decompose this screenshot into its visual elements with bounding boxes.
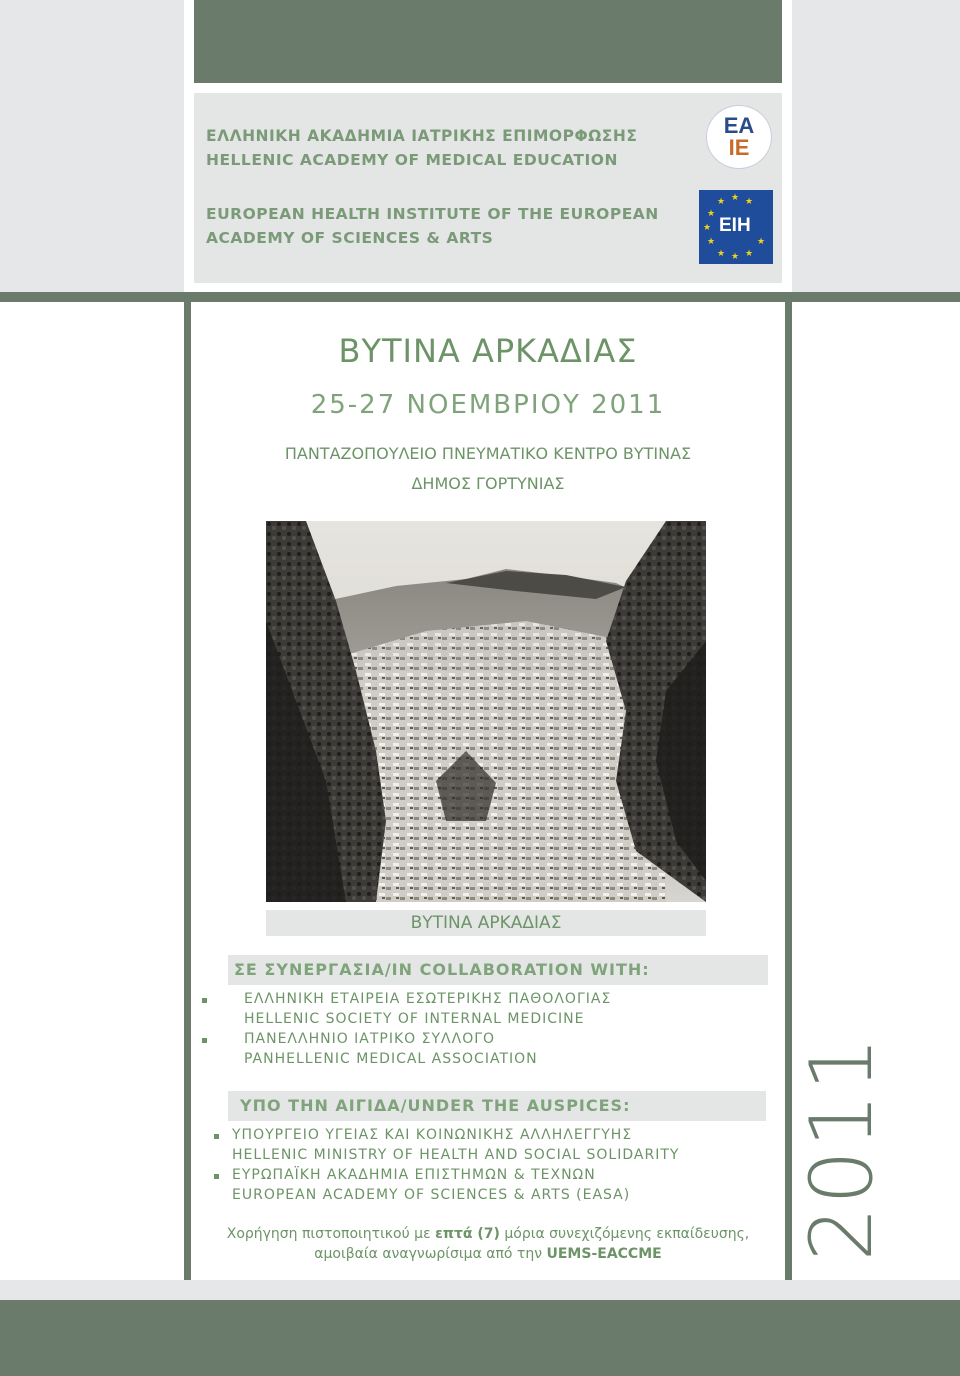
note-credits: επτά (7) bbox=[435, 1226, 500, 1242]
year-vertical bbox=[792, 1034, 892, 1262]
auspices-item-2-greek: ΕΥΡΩΠΑΪΚΗ ΑΚΑΔΗΜΙΑ ΕΠΙΣΤΗΜΩΝ & ΤΕΧΝΩΝ bbox=[232, 1167, 596, 1183]
collaboration-heading-strip bbox=[228, 955, 768, 985]
star-icon: ★ bbox=[745, 249, 754, 259]
auspices-item-2-english: EUROPEAN ACADEMY OF SCIENCES & ARTS (EASA) bbox=[232, 1187, 631, 1203]
event-title: ΒΥΤΙΝΑ ΑΡΚΑΔΙΑΣ bbox=[338, 332, 638, 370]
collaboration-item-1-english: HELLENIC SOCIETY OF INTERNAL MEDICINE bbox=[244, 1011, 585, 1027]
frame-right bbox=[785, 302, 792, 1280]
bullet-icon bbox=[202, 998, 207, 1003]
auspices-heading: ΥΠΟ ΤΗΝ ΑΙΓΙΔΑ/UNDER THE AUSPICES: bbox=[240, 1096, 631, 1115]
institute-line-2: ACADEMY OF SCIENCES & ARTS bbox=[206, 229, 494, 247]
photo-caption-bar bbox=[266, 910, 706, 936]
star-icon: ★ bbox=[745, 197, 754, 207]
academy-logo-top: ΕΑ bbox=[723, 113, 755, 138]
bullet-icon bbox=[214, 1174, 219, 1179]
bottom-bar bbox=[0, 1300, 960, 1376]
top-left-background bbox=[0, 0, 184, 300]
note-text: Χορήγηση πιστοποιητικού με bbox=[226, 1226, 436, 1242]
event-dates: 25-27 ΝΟΕΜΒΡΙΟΥ 2011 bbox=[310, 390, 666, 420]
star-icon: ★ bbox=[707, 209, 716, 219]
accreditation-note-line-2 bbox=[191, 1246, 785, 1262]
collaboration-item-1-greek: ΕΛΛΗΝΙΚΗ ΕΤΑΙΡΕΙΑ ΕΣΩΤΕΡΙΚΗΣ ΠΑΘΟΛΟΓΙΑΣ bbox=[244, 991, 612, 1007]
village-photo bbox=[266, 521, 706, 902]
note-accreditor: UEMS-EACCME bbox=[546, 1246, 662, 1262]
collaboration-heading: ΣΕ ΣΥΝΕΡΓΑΣΙΑ/IN COLLABORATION WITH: bbox=[234, 960, 650, 979]
eih-logo bbox=[699, 190, 773, 264]
top-right-background bbox=[792, 0, 960, 300]
accreditation-note-line-1 bbox=[191, 1226, 785, 1242]
divider-bar bbox=[0, 292, 960, 302]
year-text: 2011 bbox=[792, 1034, 892, 1262]
auspices-item-1-greek: ΥΠΟΥΡΓΕΙΟ ΥΓΕΙΑΣ ΚΑΙ ΚΟΙΝΩΝΙΚΗΣ ΑΛΛΗΛΕΓΓΥΗΣ bbox=[232, 1127, 633, 1143]
bullet-icon bbox=[214, 1134, 219, 1139]
auspices-item-1-english: HELLENIC MINISTRY OF HEALTH AND SOCIAL SOLIDARITY bbox=[232, 1147, 680, 1163]
collaboration-item-2-english: PANHELLENIC MEDICAL ASSOCIATION bbox=[244, 1051, 538, 1067]
photo-caption: ΒΥΤΙΝΑ ΑΡΚΑΔΙΑΣ bbox=[410, 913, 562, 933]
star-icon: ★ bbox=[757, 237, 766, 247]
bullet-icon bbox=[202, 1038, 207, 1043]
star-icon: ★ bbox=[707, 237, 716, 247]
header-line-english: HELLENIC ACADEMY OF MEDICAL EDUCATION bbox=[206, 151, 618, 169]
collaboration-item-2-greek: ΠΑΝΕΛΛΗΝΙΟ ΙΑΤΡΙΚΟ ΣΥΛΛΟΓΟ bbox=[244, 1031, 496, 1047]
eih-logo-text: EIH bbox=[719, 215, 751, 236]
star-icon: ★ bbox=[731, 193, 740, 203]
academy-logo-bottom: ΙΕ bbox=[728, 135, 750, 160]
header-line-greek: ΕΛΛΗΝΙΚΗ ΑΚΑΔΗΜΙΑ ΙΑΤΡΙΚΗΣ ΕΠΙΜΟΡΦΩΣΗΣ bbox=[206, 127, 638, 145]
bottom-background bbox=[0, 1280, 960, 1300]
institute-line-1: EUROPEAN HEALTH INSTITUTE OF THE EUROPEAN bbox=[206, 205, 659, 223]
top-bar bbox=[194, 0, 782, 83]
frame-left bbox=[184, 302, 191, 1280]
note-text: μόρια συνεχιζόμενης εκπαίδευσης, bbox=[499, 1226, 750, 1242]
note-text: αμοιβαία αναγνωρίσιμα από την bbox=[314, 1246, 547, 1262]
venue-line-2: ΔΗΜΟΣ ΓΟΡΤΥΝΙΑΣ bbox=[411, 474, 565, 493]
header-panel bbox=[194, 93, 782, 283]
auspices-heading-strip bbox=[228, 1091, 766, 1121]
star-icon: ★ bbox=[703, 223, 712, 233]
star-icon: ★ bbox=[717, 197, 726, 207]
academy-logo bbox=[706, 105, 772, 169]
star-icon: ★ bbox=[717, 249, 726, 259]
star-icon: ★ bbox=[731, 252, 740, 262]
venue-line-1: ΠΑΝΤΑΖΟΠΟΥΛΕΙΟ ΠΝΕΥΜΑΤΙΚΟ ΚΕΝΤΡΟ ΒΥΤΙΝΑΣ bbox=[284, 444, 692, 463]
